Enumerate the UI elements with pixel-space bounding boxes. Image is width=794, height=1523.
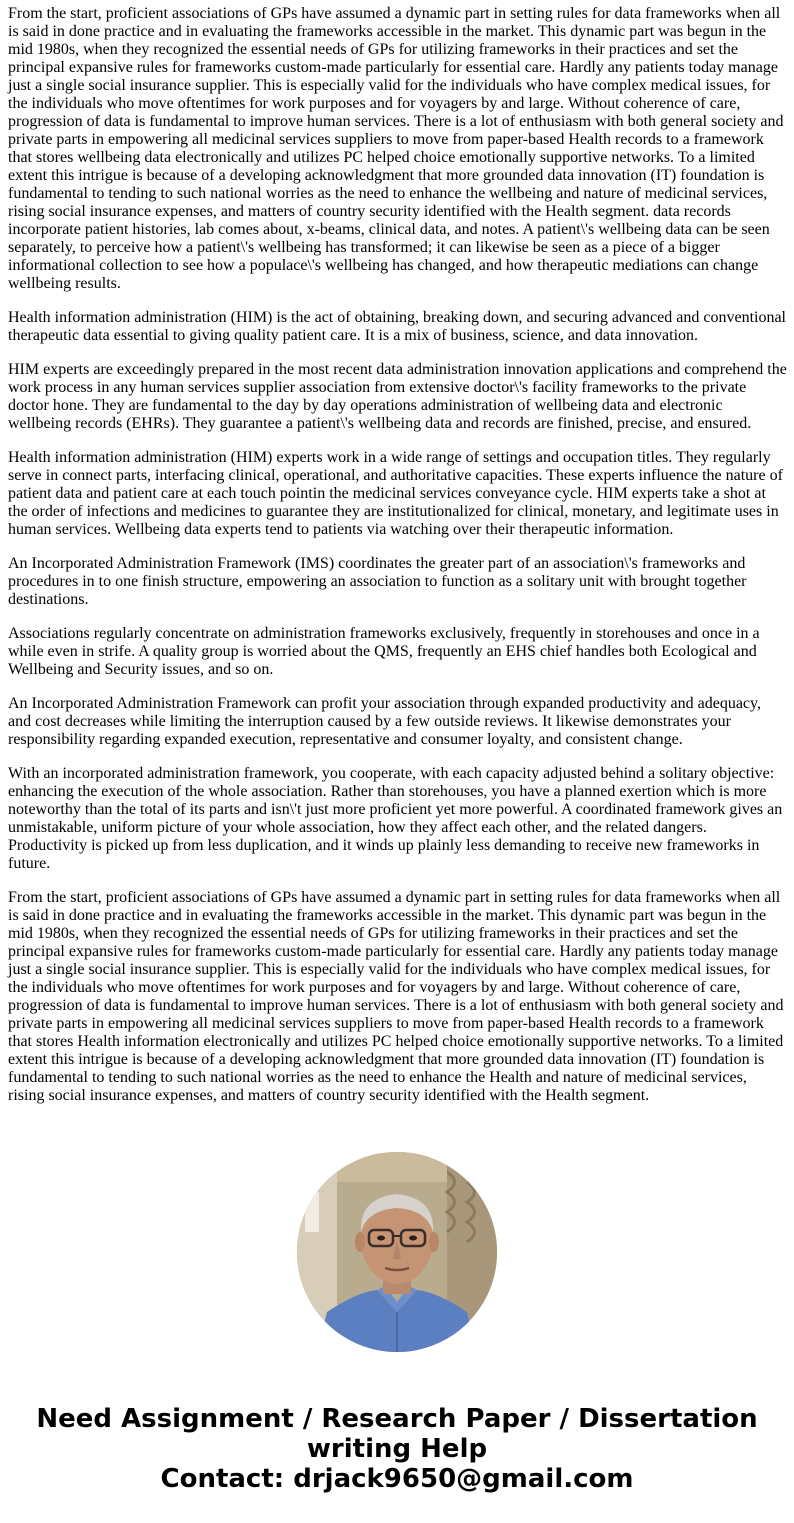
article-paragraph: An Incorporated Administration Framework can profit your association through expanded productivity and adequacy, and cost decreases while limiting the interruption caused by a few outside reviews. It likewise demonstrates your responsibility regarding expanded execution, representative and consumer loyalty, and consistent change. <box>8 695 761 748</box>
article-paragraph: Health information administration (HIM) is the act of obtaining, breaking down, and securing advanced and conventional therapeutic data essential to giving quality patient care. It is a mix of business, science, and data innovation. <box>8 309 786 344</box>
article-paragraph: With an incorporated administration framework, you cooperate, with each capacity adjusted behind a solitary objective: enhancing the execution of the whole association. Rather than storehouses, you have a planned exertion which is more noteworthy than the total of its parts and isn\'t just more proficient yet more powerful. A coordinated framework gives an unmistakable, uniform picture of your whole association, how they affect each other, and the related dangers. Productivity is picked up from less duplication, and it winds up plainly less demanding to receive new frameworks in future. <box>8 765 783 872</box>
article-body <box>8 5 787 1105</box>
article-paragraph: Health information administration (HIM) experts work in a wide range of settings and occupation titles. They regularly serve in connect parts, interfacing clinical, operational, and authoritative capacities. These experts influence the nature of patient data and patient care at each touch pointin the medicinal services conveyance cycle. HIM experts take a shot at the order of infections and medicines to guarantee they are institutionalized for clinical, monetary, and legitimate uses in human services. Wellbeing data experts tend to patients via watching over their therapeutic information. <box>8 449 783 538</box>
article-paragraph: An Incorporated Administration Framework (IMS) coordinates the greater part of an association\'s frameworks and procedures in to one finish structure, empowering an association to function as a solitary unit with brought together destinations. <box>8 555 747 608</box>
author-portrait <box>297 1152 497 1352</box>
article-paragraph: From the start, proficient associations of GPs have assumed a dynamic part in setting rules for data frameworks when all is said in done practice and in evaluating the frameworks accessible in the market. This dynamic part was begun in the mid 1980s, when they recognized the essential needs of GPs for utilizing frameworks in their practices and set the principal expansive rules for frameworks custom-made particularly for essential care. Hardly any patients today manage just a single social insurance supplier. This is especially valid for the individuals who have complex medical issues, for the individuals who move oftentimes for work purposes and for voyagers by and large. Without coherence of care, progression of data is fundamental to improve human services. There is a lot of enthusiasm with both general society and private parts in empowering all medicinal services suppliers to move from paper-based Health records to a framework that stores Health information electronically and utilizes PC helped choice emotionally supportive networks. To a limited extent this intrigue is because of a developing acknowledgment that more grounded data innovation (IT) foundation is fundamental to tending to such national worries as the need to enhance the Health and nature of medicinal services, rising social insurance expenses, and matters of country security identified with the Health segment. <box>8 889 784 1104</box>
article-paragraph: HIM experts are exceedingly prepared in the most recent data administration innovation applications and comprehend the work process in any human services supplier association from extensive doctor\'s facility frameworks to the private doctor hone. They are fundamental to the day by day operations administration of wellbeing data and electronic wellbeing records (EHRs). They guarantee a patient\'s wellbeing data and records are finished, precise, and ensured. <box>8 361 787 432</box>
cta-contact[interactable]: Contact: drjack9650@gmail.com <box>160 1464 634 1494</box>
article-paragraph: From the start, proficient associations of GPs have assumed a dynamic part in setting rules for data frameworks when all is said in done practice and in evaluating the frameworks accessible in the market. This dynamic part was begun in the mid 1980s, when they recognized the essential needs of GPs for utilizing frameworks in their practices and set the principal expansive rules for frameworks custom-made particularly for essential care. Hardly any patients today manage just a single social insurance supplier. This is especially valid for the individuals who have complex medical issues, for the individuals who move oftentimes for work purposes and for voyagers by and large. Without coherence of care, progression of data is fundamental to improve human services. There is a lot of enthusiasm with both general society and private parts in empowering all medicinal services suppliers to move from paper-based Health records to a framework that stores wellbeing data electronically and utilizes PC helped choice emotionally supportive networks. To a limited extent this intrigue is because of a developing acknowledgment that more grounded data innovation (IT) foundation is fundamental to tending to such national worries as the need to enhance the wellbeing and nature of medicinal services, rising social insurance expenses, and matters of country security identified with the Health segment. data records incorporate patient histories, lab comes about, x-beams, clinical data, and notes. A patient\'s wellbeing data can be seen separately, to perceive how a patient\'s wellbeing has transformed; it can likewise be seen as a piece of a bigger informational collection to see how a populace\'s wellbeing has changed, and how therapeutic mediations can change wellbeing results. <box>8 5 784 292</box>
contact-banner <box>0 1404 794 1494</box>
article-paragraph: Associations regularly concentrate on administration frameworks exclusively, frequently in storehouses and once in a while even in strife. A quality group is worried about the QMS, frequently an EHS chief handles both Ecological and Wellbeing and Security issues, and so on. <box>8 625 760 678</box>
author-avatar <box>297 1152 497 1352</box>
cta-headline: Need Assignment / Research Paper / Dissertation writing Help <box>36 1404 758 1464</box>
